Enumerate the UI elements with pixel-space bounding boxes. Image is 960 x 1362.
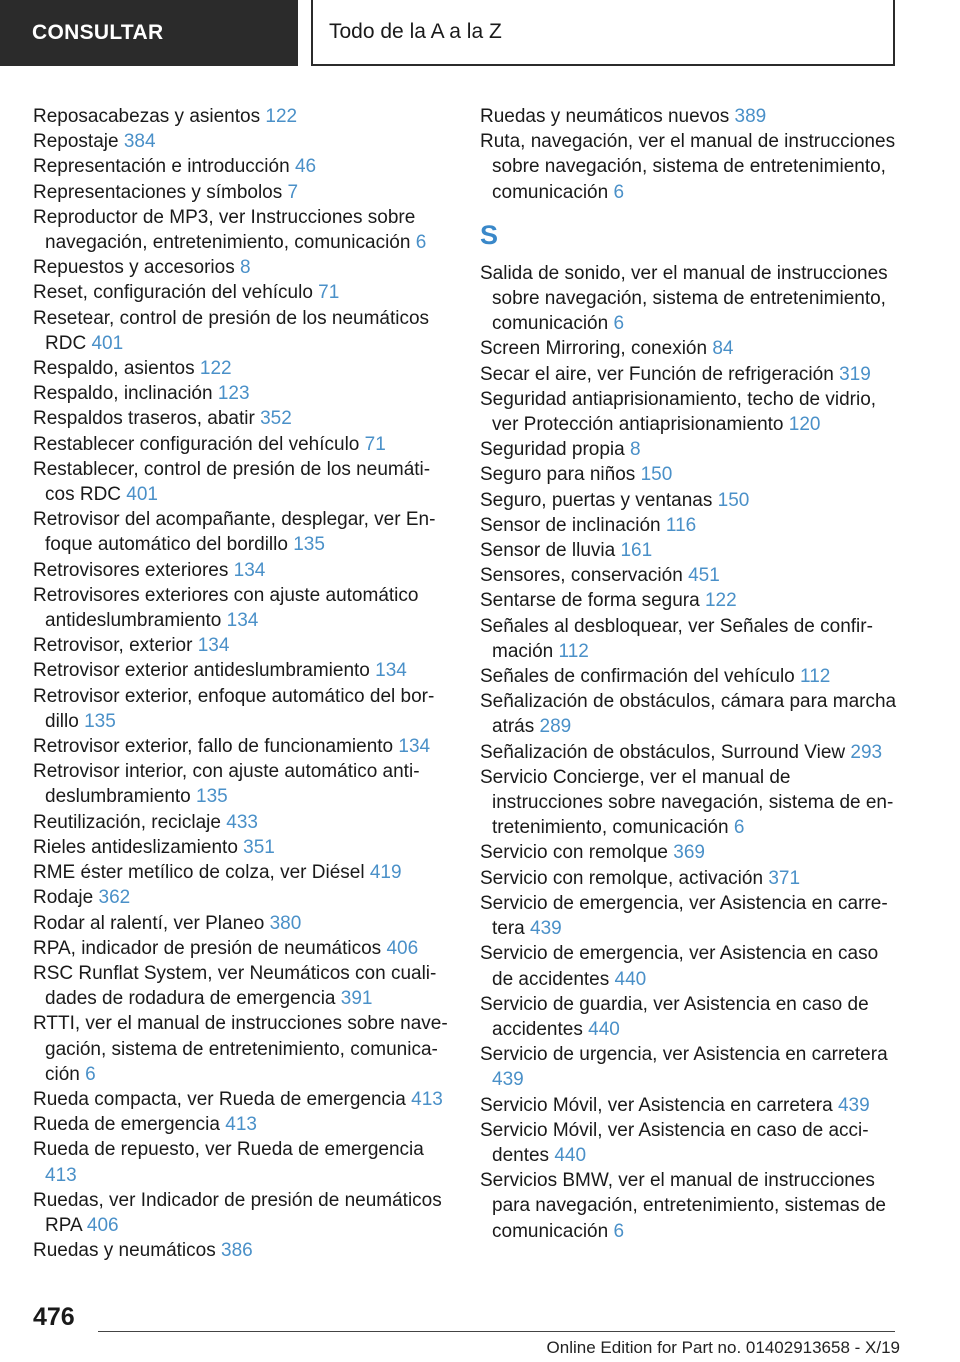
index-entry (480, 488, 900, 513)
entry-text: Reposacabezas y asientos (33, 106, 261, 127)
index-entry (33, 356, 448, 381)
entry-text: Retrovisor interior, con ajuste automático antideslumbramiento (33, 761, 420, 808)
entry-text: Ruedas, ver Indicador de presión de neumáticos RPA (33, 1189, 442, 1236)
index-entry (480, 1042, 900, 1092)
index-group-s (480, 261, 900, 1244)
page-link[interactable]: 135 (196, 786, 228, 808)
page-link[interactable]: 401 (126, 484, 158, 506)
page-link[interactable]: 293 (850, 741, 883, 763)
footer-divider (98, 1331, 895, 1332)
page-link[interactable]: 6 (415, 232, 427, 254)
entry-text: Restablecer configuración del vehículo (33, 433, 360, 455)
entry-text: Señales de confirmación del vehículo (480, 666, 795, 688)
index-entry (33, 936, 448, 961)
entry-text: Seguro, puertas y ventanas (480, 489, 713, 511)
entry-text: Señalización de obstáculos, cámara para marcha atrás (480, 691, 897, 738)
page-link[interactable]: 6 (733, 817, 745, 839)
page-link[interactable]: 439 (530, 918, 562, 940)
index-entry (480, 362, 900, 387)
index-entry (480, 664, 900, 689)
index-entry (480, 261, 900, 337)
index-entry (33, 734, 448, 759)
entry-text: Servicio con remolque (480, 842, 668, 864)
index-entry (33, 381, 448, 406)
index-entry (33, 658, 448, 683)
page-link[interactable]: 319 (839, 363, 871, 385)
index-entry (480, 336, 900, 361)
index-entry (33, 154, 448, 179)
index-entry (33, 961, 448, 1011)
index-entry (33, 255, 448, 280)
index-entry (480, 1168, 900, 1244)
entry-text: Servicio Concierge, ver el manual de instrucciones sobre navegación, sistema de entretenimiento, comunicación (480, 766, 894, 839)
entry-text: Retrovisores exteriores (33, 559, 229, 581)
index-entry (480, 513, 900, 538)
page-link[interactable]: 406 (386, 937, 419, 959)
page-link[interactable]: 6 (85, 1063, 96, 1085)
page-link[interactable]: 384 (123, 131, 156, 153)
index-entry (480, 104, 900, 129)
entry-text: Repostaje (33, 131, 119, 153)
entry-text: Representaciones y símbolos (33, 181, 283, 203)
entry-text: Servicio de emergencia, ver Asistencia en carretera (480, 892, 888, 940)
index-entry (33, 432, 448, 457)
index-column-right (480, 104, 900, 1244)
page-link[interactable]: 122 (265, 106, 298, 127)
page-link[interactable]: 406 (86, 1214, 119, 1236)
entry-text: Servicio Móvil, ver Asistencia en caso de accidentes (480, 1119, 869, 1166)
index-entry (33, 1137, 448, 1187)
index-entry (33, 684, 448, 734)
entry-text: Respaldo, inclinación (33, 383, 213, 405)
page-link[interactable]: 440 (588, 1018, 620, 1040)
entry-text: Respaldos traseros, abatir (33, 408, 255, 430)
entry-text: Ruedas y neumáticos nuevos (480, 106, 730, 127)
entry-text: Seguro para niños (480, 464, 636, 486)
page-link[interactable]: 134 (398, 736, 431, 758)
page-link[interactable]: 386 (221, 1240, 253, 1262)
index-entry (33, 1011, 448, 1087)
page-link[interactable]: 369 (673, 842, 705, 864)
index-entry (480, 129, 900, 205)
page-link[interactable]: 413 (411, 1088, 443, 1110)
page-link[interactable]: 120 (788, 414, 821, 436)
entry-text: Reutilización, reciclaje (33, 811, 221, 833)
page-link[interactable]: 440 (554, 1144, 587, 1166)
page-link[interactable]: 116 (665, 514, 697, 536)
index-entry (480, 437, 900, 462)
index-entry (33, 885, 448, 910)
page-link[interactable]: 439 (492, 1069, 524, 1091)
page-link[interactable]: 123 (217, 383, 250, 405)
index-entry (33, 835, 448, 860)
page-link[interactable]: 391 (340, 988, 373, 1010)
entry-text: Retrovisor exterior, enfoque automático del bordillo (33, 685, 435, 732)
entry-text: Retrovisores exteriores con ajuste automático antideslumbramiento (33, 584, 419, 632)
index-entry (33, 1112, 448, 1137)
index-entry (480, 1118, 900, 1168)
entry-text: Servicio de urgencia, ver Asistencia en carretera (480, 1044, 888, 1066)
index-entry (480, 1093, 900, 1118)
entry-text: Retrovisor exterior, fallo de funcionamiento (33, 736, 394, 758)
entry-text: Respaldo, asientos (33, 358, 195, 380)
index-entry (33, 1188, 448, 1238)
page-number: 476 (33, 1303, 75, 1331)
page-link[interactable]: 362 (98, 887, 131, 909)
page-link[interactable]: 352 (260, 408, 292, 430)
entry-text: Seguridad antiaprisionamiento, techo de vidrio, ver Protección antiaprisionamiento (480, 388, 877, 436)
entry-text: Rodar al ralentí, ver Planeo (33, 912, 265, 934)
index-entry (480, 614, 900, 664)
entry-text: Servicio Móvil, ver Asistencia en carretera (480, 1094, 833, 1116)
entry-text: Retrovisor, exterior (33, 635, 193, 657)
page-link[interactable]: 135 (84, 710, 116, 732)
index-entry (480, 840, 900, 865)
page-link[interactable]: 440 (614, 968, 647, 990)
page-link[interactable]: 122 (704, 590, 737, 612)
index-entry (33, 759, 448, 809)
page-link[interactable]: 6 (613, 313, 625, 335)
index-entry (480, 866, 900, 891)
index-entry (480, 992, 900, 1042)
index-entry (33, 306, 448, 356)
page-link[interactable]: 112 (800, 666, 831, 688)
index-entry (33, 583, 448, 633)
index-entry (33, 406, 448, 431)
entry-text: Resetear, control de presión de los neumáticos RDC (33, 307, 430, 354)
entry-text: Servicios BMW, ver el manual de instrucciones para navegación, entretenimiento, sistemas de comunicación (480, 1170, 886, 1242)
index-entry (33, 104, 448, 129)
page-link[interactable]: 380 (269, 912, 302, 934)
index-entry (480, 563, 900, 588)
page-link[interactable]: 413 (45, 1164, 77, 1186)
entry-text: Servicio de guardia, ver Asistencia en caso de accidentes (480, 993, 869, 1040)
page-link[interactable]: 351 (243, 836, 275, 858)
page-link[interactable]: 6 (613, 1220, 625, 1242)
index-entry (33, 558, 448, 583)
entry-text: Sensores, conservación (480, 565, 683, 587)
index-entry (480, 740, 900, 765)
index-entry (33, 1238, 448, 1263)
chapter-title: Todo de la A a la Z (311, 0, 895, 66)
page-link[interactable]: 413 (225, 1114, 257, 1136)
page-link[interactable]: 150 (640, 464, 673, 486)
index-entry (33, 1087, 448, 1112)
entry-text: Salida de sonido, ver el manual de instrucciones sobre navegación, sistema de entretenimiento, comunicación (480, 262, 888, 335)
index-entry (33, 633, 448, 658)
index-entry (480, 538, 900, 563)
entry-text: Sentarse de forma segura (480, 590, 700, 612)
index-entry (480, 689, 900, 739)
page-header (0, 0, 960, 66)
entry-text: Ruedas y neumáticos (33, 1240, 216, 1262)
page-link[interactable]: 135 (293, 534, 325, 556)
entry-text: Rueda compacta, ver Rueda de emergencia (33, 1088, 406, 1110)
entry-text: Ruta, navegación, ver el manual de instrucciones sobre navegación, sistema de entretenimiento, comunicación (480, 131, 896, 203)
entry-text: Servicio con remolque, activación (480, 867, 764, 889)
footer-edition: Online Edition for Part no. 01402913658 - X/19 (546, 1338, 900, 1357)
page-link[interactable]: 134 (197, 635, 230, 657)
page-link[interactable]: 401 (91, 332, 124, 354)
entry-text: Sensor de inclinación (480, 514, 661, 536)
page-link[interactable]: 433 (226, 811, 258, 833)
section-tab[interactable]: CONSULTAR (0, 0, 298, 66)
entry-text: RME éster metílico de colza, ver Diésel (33, 862, 365, 884)
section-letter: S (480, 219, 499, 250)
page-link[interactable]: 71 (318, 282, 340, 304)
entry-text: Reset, configuración del vehículo (33, 282, 313, 304)
entry-text: Secar el aire, ver Función de refrigeración (480, 363, 834, 385)
index-entry (33, 457, 448, 507)
page-link[interactable]: 439 (837, 1094, 870, 1116)
entry-text: Repuestos y accesorios (33, 257, 235, 279)
page-link[interactable]: 134 (375, 660, 407, 682)
index-entry (33, 129, 448, 154)
entry-text: Retrovisor del acompañante, desplegar, ver Enfoque automático del bordillo (33, 509, 436, 556)
page-link[interactable]: 46 (294, 156, 317, 178)
entry-text: Rueda de emergencia (33, 1114, 220, 1136)
page-link[interactable]: 134 (226, 610, 259, 632)
page-link[interactable]: 389 (734, 106, 767, 127)
entry-text: Rodaje (33, 887, 94, 909)
entry-text: Retrovisor exterior antideslumbramiento (33, 660, 370, 682)
index-entry (480, 941, 900, 991)
entry-text: Señalización de obstáculos, Surround View (480, 741, 846, 763)
index-entry (33, 205, 448, 255)
index-entry (33, 810, 448, 835)
page-link[interactable]: 134 (233, 559, 266, 581)
index-entry (33, 507, 448, 557)
page-link[interactable]: 122 (199, 358, 232, 380)
entry-text: Restablecer, control de presión de los neumáticos RDC (33, 458, 431, 506)
page-link[interactable]: 112 (558, 640, 589, 662)
index-column-left (33, 104, 448, 1263)
index-entry (480, 765, 900, 841)
entry-text: Sensor de lluvia (480, 540, 616, 562)
index-entry (33, 180, 448, 205)
entry-text: Representación e introducción (33, 156, 290, 178)
index-group-r-continued (480, 104, 900, 205)
page-link[interactable]: 289 (539, 716, 572, 738)
page-link[interactable]: 8 (240, 257, 251, 279)
entry-text: Screen Mirroring, conexión (480, 338, 708, 360)
page-link[interactable]: 161 (620, 540, 653, 562)
entry-text: Rueda de repuesto, ver Rueda de emergencia (33, 1139, 424, 1161)
page-link[interactable]: 419 (369, 862, 402, 884)
page-link[interactable]: 7 (287, 181, 299, 203)
page-link[interactable]: 8 (630, 439, 641, 461)
entry-text: Seguridad propia (480, 439, 625, 461)
index-entry (33, 911, 448, 936)
index-entry (33, 280, 448, 305)
page-link[interactable]: 84 (712, 338, 734, 360)
page-link[interactable]: 371 (768, 867, 801, 889)
entry-text: Reproductor de MP3, ver Instrucciones sobre navegación, entretenimiento, comunicación (33, 206, 416, 254)
page-link[interactable]: 71 (364, 433, 386, 455)
page-link[interactable]: 150 (717, 489, 750, 511)
index-entry (480, 387, 900, 437)
page-link[interactable]: 451 (688, 565, 720, 587)
entry-text: Rieles antideslizamiento (33, 836, 238, 858)
entry-text: Señales al desbloquear, ver Señales de confirmación (480, 615, 873, 662)
page-link[interactable]: 6 (613, 181, 625, 203)
index-entry (480, 462, 900, 487)
index-entry (33, 860, 448, 885)
entry-text: RTTI, ver el manual de instrucciones sobre navegación, sistema de entretenimiento, comunicación (33, 1013, 448, 1085)
entry-text: RSC Runflat System, ver Neumáticos con cualidades de rodadura de emergencia (33, 962, 437, 1010)
entry-text: Servicio de emergencia, ver Asistencia en caso de accidentes (480, 943, 879, 990)
index-entry (480, 588, 900, 613)
index-entry (480, 891, 900, 941)
entry-text: RPA, indicador de presión de neumáticos (33, 937, 382, 959)
